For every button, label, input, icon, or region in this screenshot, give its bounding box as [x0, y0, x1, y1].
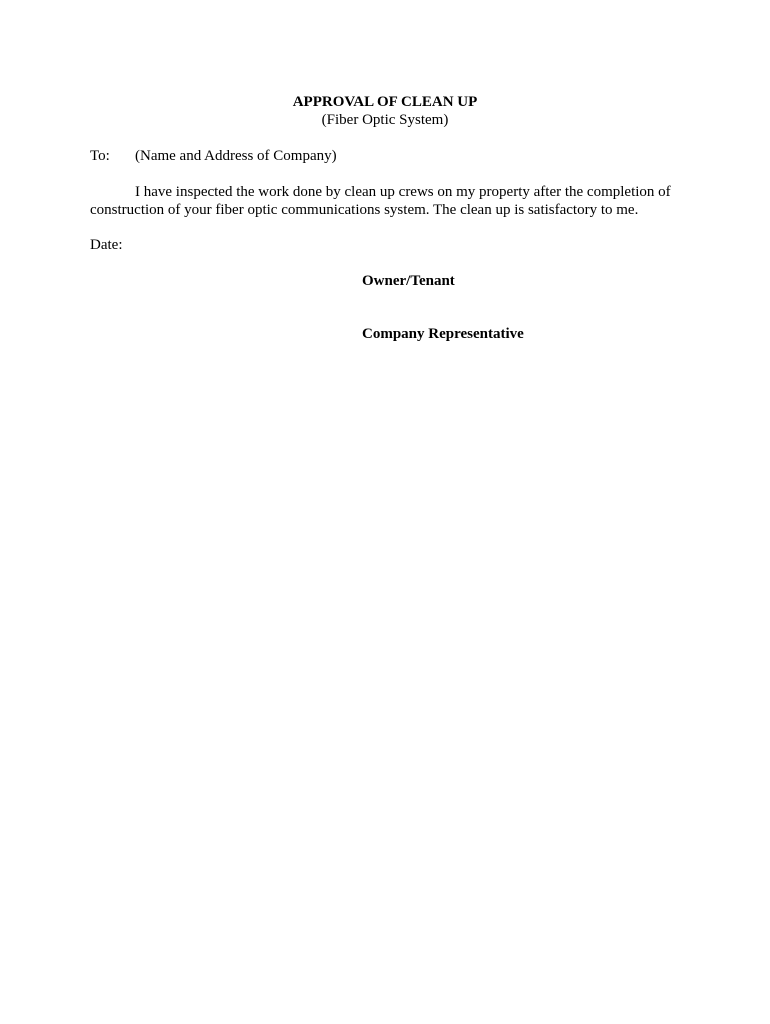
body-paragraph — [90, 183, 690, 219]
owner-tenant-signature-label: Owner/Tenant — [362, 273, 455, 289]
document-subtitle: (Fiber Optic System) — [321, 112, 449, 128]
date-label: Date: — [90, 237, 123, 253]
recipient-line — [90, 147, 337, 165]
recipient-label: To: — [90, 148, 110, 164]
body-line-1: I have inspected the work done by clean up crews on my property after the completion of — [135, 184, 671, 200]
body-line-2: construction of your fiber optic communications system. The clean up is satisfactory to me. — [90, 202, 639, 218]
company-representative-signature-label: Company Representative — [362, 326, 524, 342]
recipient-value: (Name and Address of Company) — [135, 148, 337, 164]
document-title: APPROVAL OF CLEAN UP — [292, 94, 478, 110]
